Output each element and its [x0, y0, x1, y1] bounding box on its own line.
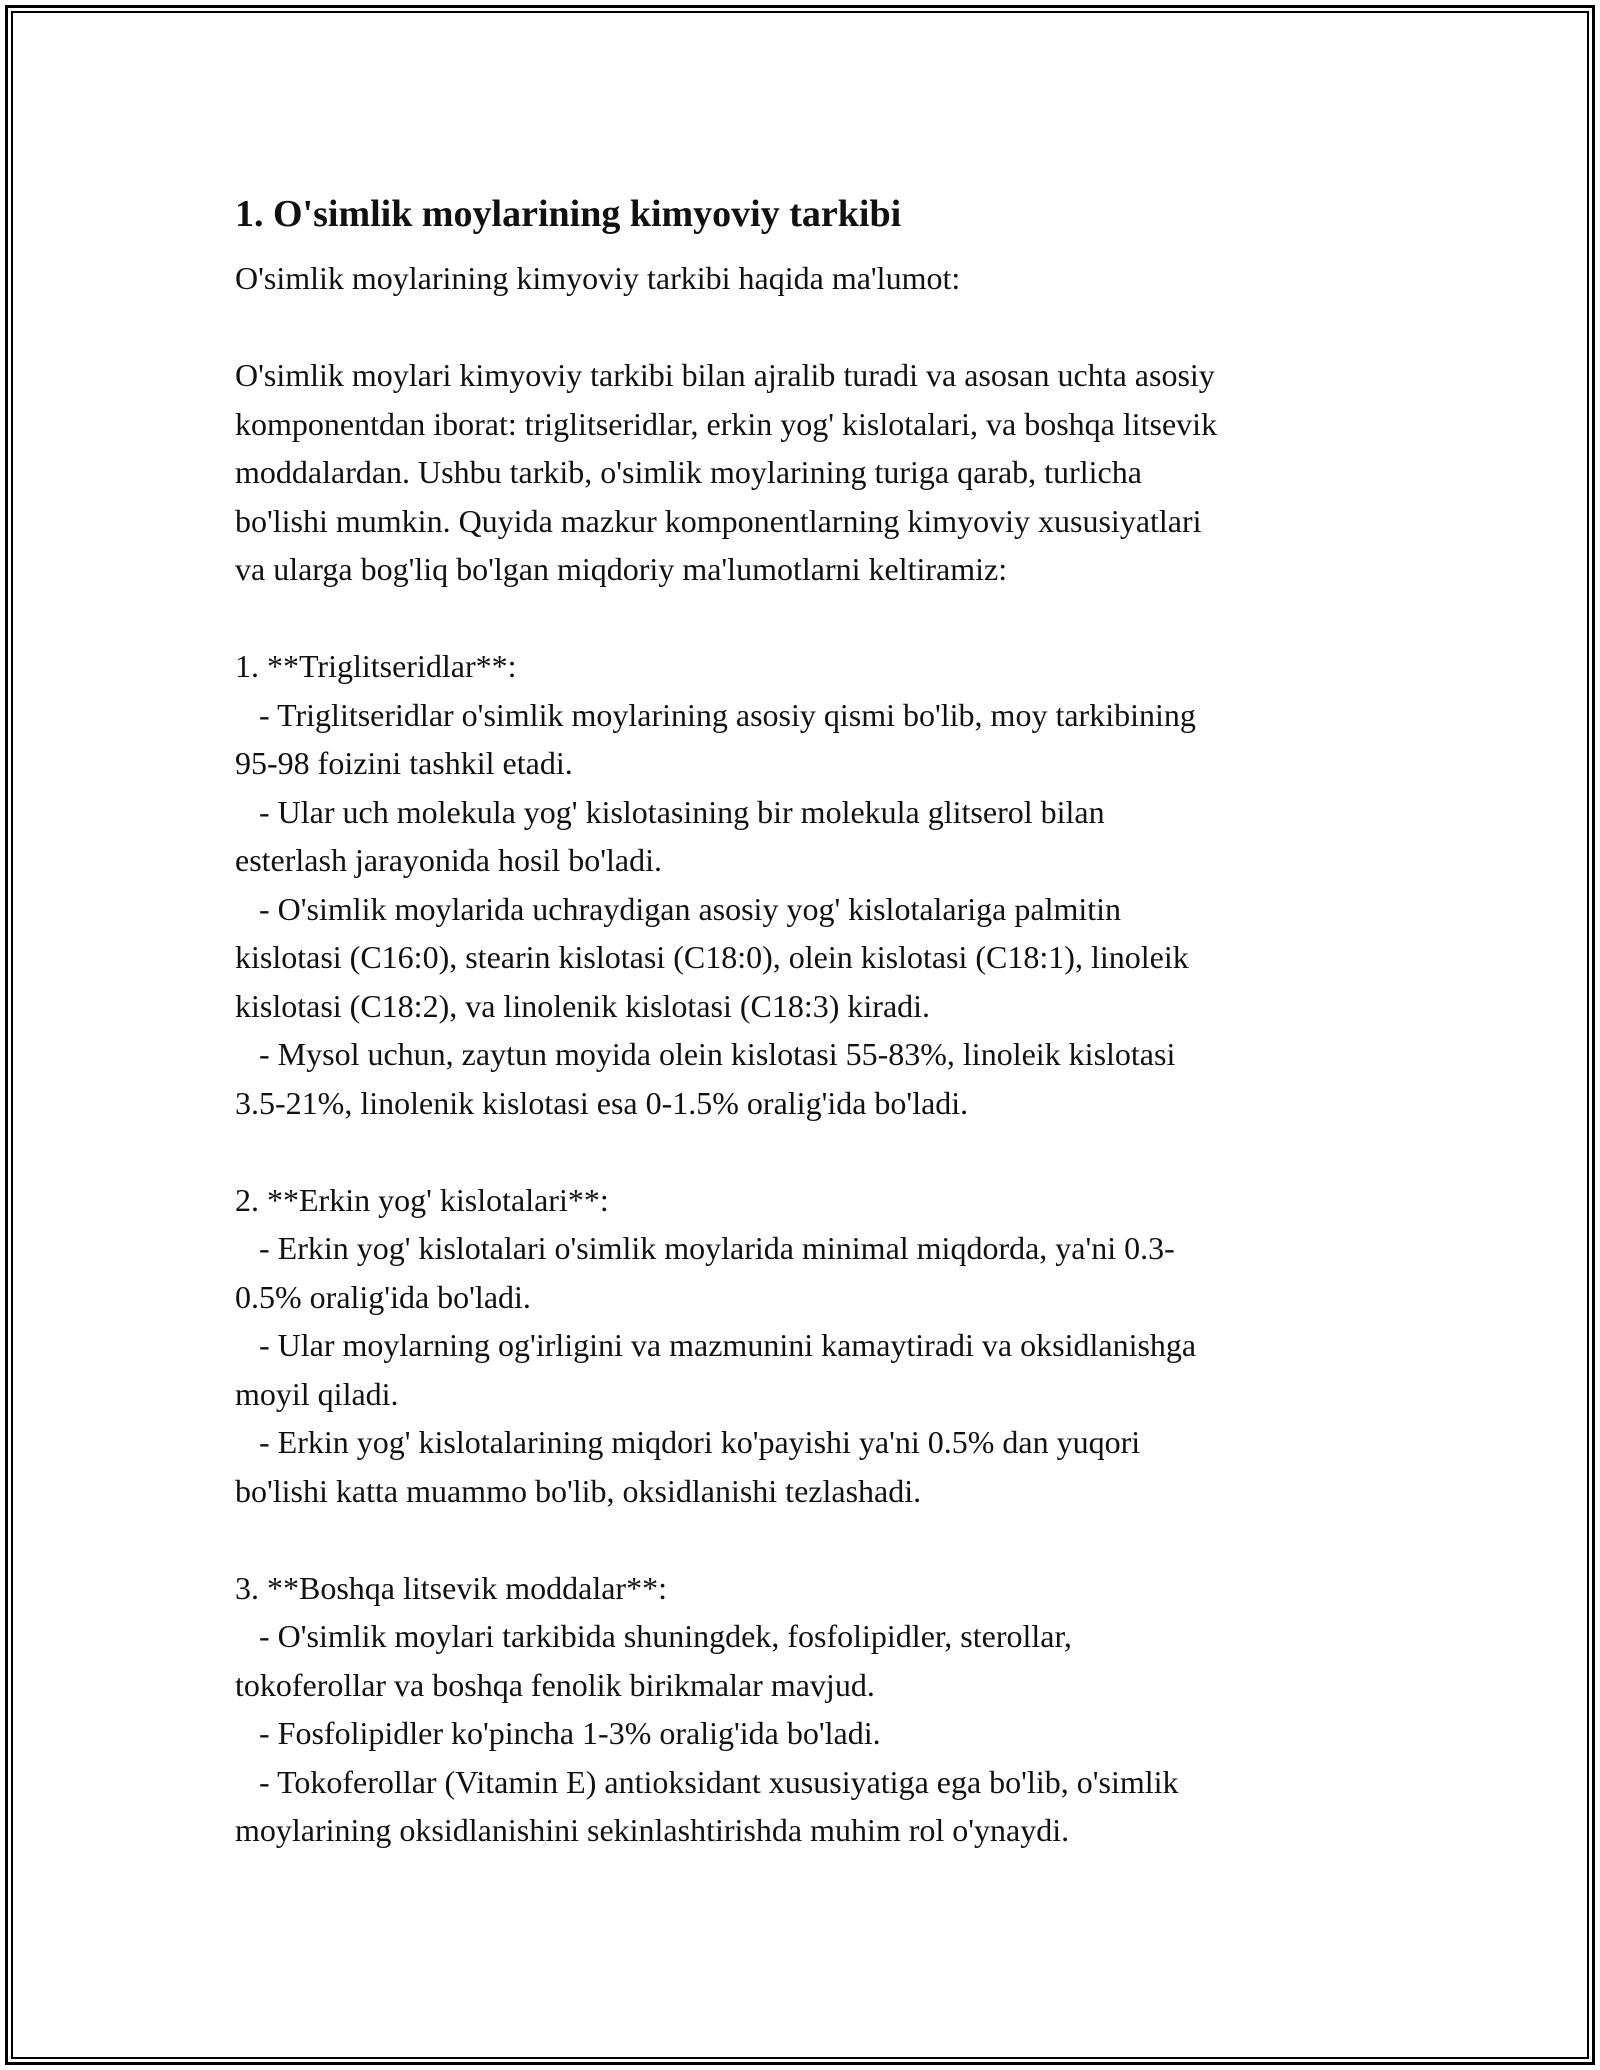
list-item-title: 1. **Triglitseridlar**: — [235, 648, 517, 684]
paragraph-line: va ularga bog'liq bo'lgan miqdoriy ma'lumotlarni keltiramiz: — [235, 551, 1008, 587]
list-item-line: kislotasi (C16:0), stearin kislotasi (C18:0), olein kislotasi (C18:1), linoleik — [235, 939, 1189, 975]
paragraph-line: bo'lishi mumkin. Quyida mazkur komponentlarning kimyoviy xususiyatlari — [235, 502, 1202, 539]
list-item-title: 2. **Erkin yog' kislotalari**: — [235, 1181, 609, 1218]
paragraph-line: O'simlik moylari kimyoviy tarkibi bilan ajralib turadi va asosan uchta asosiy — [235, 357, 1215, 393]
list-item-line: bo'lishi katta muammo bo'lib, oksidlanishi tezlashadi. — [235, 1472, 922, 1509]
list-item-line: - O'simlik moylari tarkibida shuningdek, fosfolipidler, sterollar, — [235, 1618, 1072, 1654]
list-item-line: tokoferollar va boshqa fenolik birikmalar mavjud. — [235, 1666, 875, 1703]
section-boshqa-litsevik-moddalar — [235, 1564, 1395, 1855]
list-item-line: 0.5% oralig'ida bo'ladi. — [235, 1278, 531, 1315]
document-body — [235, 188, 1395, 1855]
list-item-line: esterlash jarayonida hosil bo'ladi. — [235, 842, 662, 878]
blank-line — [235, 1127, 1395, 1176]
list-item-line: - Erkin yog' kislotalari o'simlik moylarida minimal miqdorda, ya'ni 0.3- — [235, 1230, 1175, 1266]
intro-paragraph — [235, 351, 1395, 594]
list-item-line: - O'simlik moylarida uchraydigan asosiy yog' kislotalariga palmitin — [235, 890, 1122, 927]
list-item-line: moyil qiladi. — [235, 1375, 399, 1412]
list-item-title: 3. **Boshqa litsevik moddalar**: — [235, 1569, 667, 1606]
list-item-line: - Ular moylarning og'irligini va mazmunini kamaytiradi va oksidlanishga — [235, 1327, 1197, 1363]
section-heading: 1. O'simlik moylarining kimyoviy tarkibi — [235, 193, 902, 235]
blank-line — [235, 1515, 1395, 1564]
list-item-line: - Triglitseridlar o'simlik moylarining asosiy qismi bo'lib, moy tarkibining — [235, 696, 1196, 733]
list-item-line: moylarining oksidlanishini sekinlashtirishda muhim rol o'ynaydi. — [235, 1812, 1070, 1848]
list-item-line: 3.5-21%, linolenik kislotasi esa 0-1.5% oralig'ida bo'ladi. — [235, 1084, 969, 1121]
list-item-line: - Mysol uchun, zaytun moyida olein kislotasi 55-83%, linoleik kislotasi — [235, 1036, 1176, 1072]
blank-line — [235, 303, 1395, 352]
list-item-line: - Erkin yog' kislotalarining miqdori ko'payishi ya'ni 0.5% dan yuqori — [235, 1424, 1141, 1460]
list-item-line: - Tokoferollar (Vitamin E) antioksidant xususiyatiga ega bo'lib, o'simlik — [235, 1763, 1179, 1800]
list-item-line: - Fosfolipidler ko'pincha 1-3% oralig'ida bo'ladi. — [235, 1715, 881, 1751]
list-item-line: kislotasi (C18:2), va linolenik kislotasi (C18:3) kiradi. — [235, 987, 931, 1024]
list-item-line: - Ular uch molekula yog' kislotasining bir molekula glitserol bilan — [235, 793, 1105, 830]
list-item-line: 95-98 foizini tashkil etadi. — [235, 745, 573, 781]
paragraph-line: komponentdan iborat: triglitseridlar, erkin yog' kislotalari, va boshqa litsevik — [235, 405, 1218, 442]
blank-line — [235, 594, 1395, 643]
section-erkin-yog-kislotalari — [235, 1176, 1395, 1516]
section-triglitseridlar — [235, 642, 1395, 1127]
paragraph-line: moddalardan. Ushbu tarkib, o'simlik moylarining turiga qarab, turlicha — [235, 454, 1142, 490]
intro-line: O'simlik moylarining kimyoviy tarkibi haqida ma'lumot: — [235, 260, 961, 296]
